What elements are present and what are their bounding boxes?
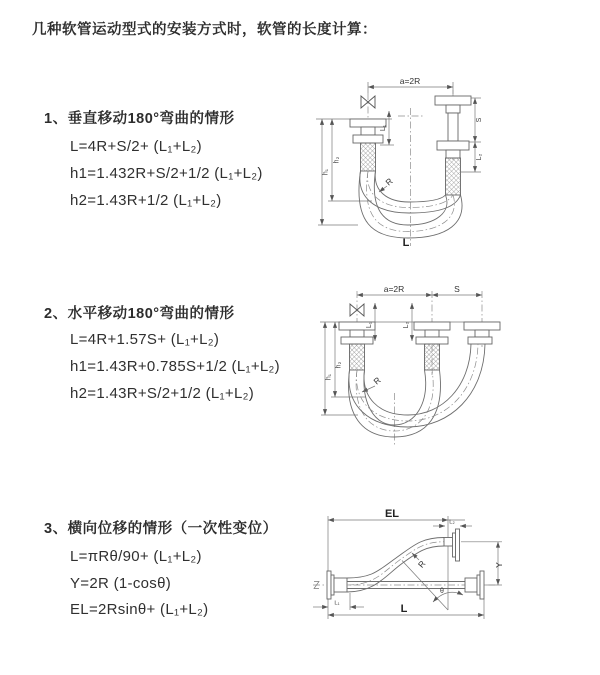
d2-left-fitting [339,322,375,370]
section-2-formula-l: L=4R+1.57S+ (L₁+L₂) [70,331,220,348]
d2-middle-fitting [414,322,450,370]
d2-right-fitting [464,322,500,344]
d1-dim-label-l2: L₂ [476,153,483,161]
d2-radius-label: R [371,374,383,387]
page-title: 几种软管运动型式的安装方式时，软管的长度计算： [32,22,377,38]
d3-dim-label-y: Y [494,562,504,568]
d2-centerlines [357,291,482,447]
section-1-heading: 1、垂直移动180°弯曲的情形 [44,111,235,127]
section-1-formula-l: L=4R+S/2+ (L₁+L₂) [70,138,202,155]
d1-centerlines [368,90,453,246]
section-3-heading: 3、横向位移的情形（一次性变位） [44,521,278,537]
d2-dim-label-s: S [454,284,460,294]
d3-dim-label-l: L [400,603,408,615]
d1-dim-label-h1: h₁ [322,168,330,176]
d2-hose-bends [349,344,485,437]
section-1-formula-h1: h1=1.432R+S/2+1/2 (L₁+L₂) [70,165,263,182]
d3-left-flange [327,571,347,599]
diagram-lateral-displacement [305,500,595,660]
d2-dim-label-l1: L₁ [366,321,373,329]
section-3-formula-y: Y=2R (1-cosθ) [70,575,172,592]
section-2-heading: 2、水平移动180°弯曲的情形 [44,306,235,322]
d1-dim-label-a2r: a=2R [399,76,421,86]
section-3-formula-l: L=πRθ/90+ (L₁+L₂) [70,548,202,565]
section-2-formula-h2: h2=1.43R+S/2+1/2 (L₁+L₂) [70,385,255,402]
section-2-formula-h1: h1=1.43R+0.785S+1/2 (L₁+L₂) [70,358,280,375]
d2-dim-label-h1: h₁ [325,373,333,381]
d1-dim-label-l1: L₁ [380,124,387,132]
d1-length-label: L [402,237,410,249]
diagram-vertical-180-bend [300,60,590,260]
d3-theta-label: θ [440,588,444,595]
d2-dim-label-l2: L₂ [403,321,410,329]
diagram-horizontal-180-bend [300,275,600,465]
d3-dimension-lines [313,516,502,619]
d1-right-fitting [435,96,471,195]
d1-dim-label-s: S [476,117,483,123]
d2-dim-label-h2: h₂ [335,361,343,369]
section-1-formula-h2: h2=1.43R+1/2 (L₁+L₂) [70,192,222,209]
d3-displaced-hose [347,529,460,592]
d3-dim-label-el: EL [384,508,400,520]
d1-dim-label-h2: h₂ [333,156,341,164]
d2-dim-label-a2r: a=2R [383,284,405,294]
d3-dim-label-l2: L₂ [449,519,455,526]
d3-dim-label-l1: L₁ [334,600,340,607]
d3-radius-label: R [415,558,428,570]
section-3-formula-el: EL=2Rsinθ+ (L₁+L₂) [70,601,209,618]
d3-labels [334,508,504,615]
d1-radius-label: R [383,175,395,188]
d2-dimension-lines [320,295,500,415]
